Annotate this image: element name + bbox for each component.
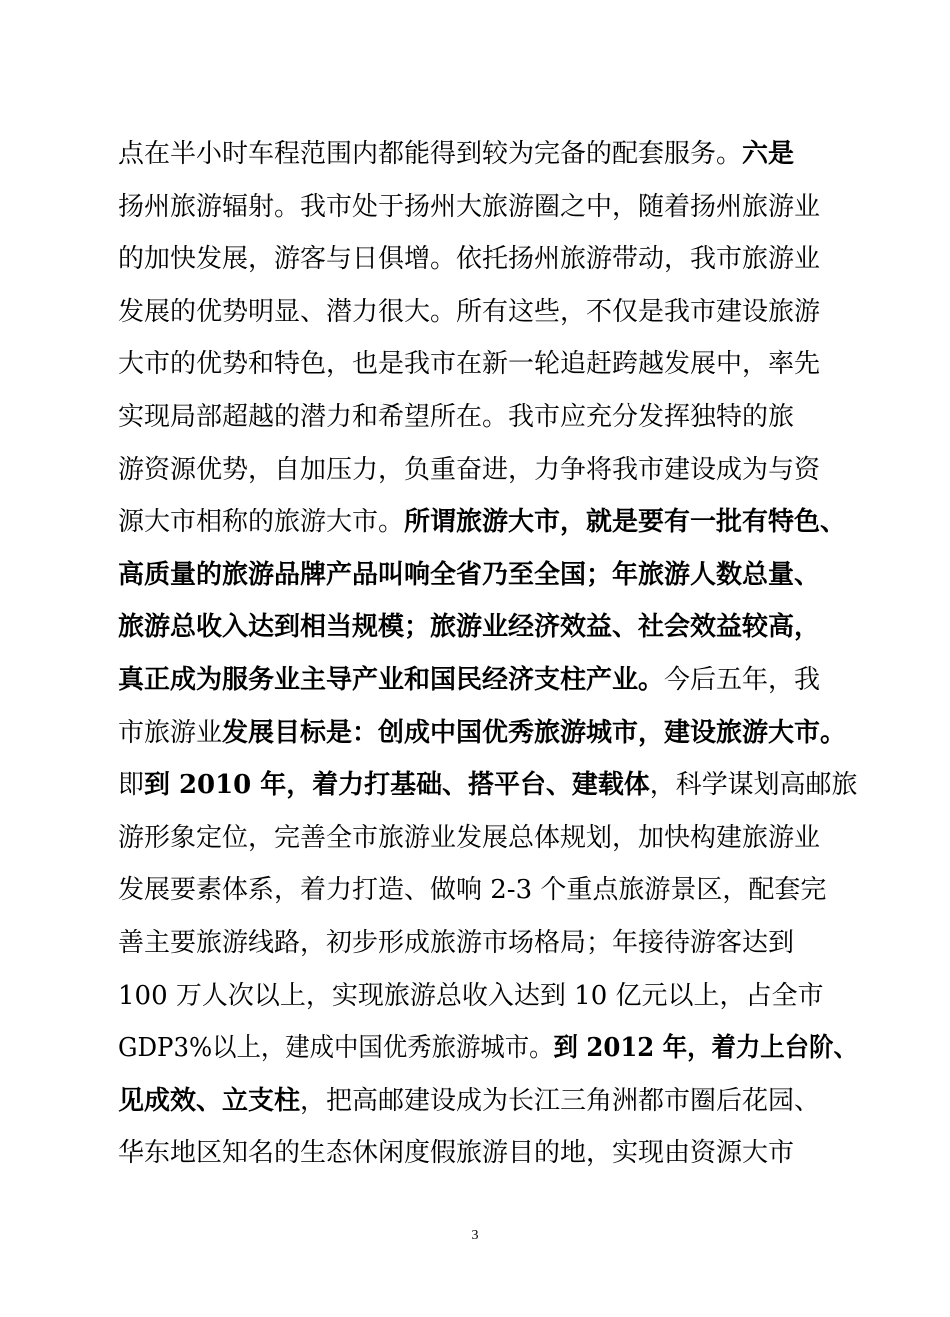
text-line [118, 654, 858, 706]
text-line [118, 286, 858, 338]
bold-text-segment: 真正成为服务业主导产业和国民经济支柱产业。 [118, 665, 665, 695]
text-segment: 大市的优势和特色，也是我市在新一轮追赶跨越发展中，率先 [118, 349, 821, 380]
bold-text-segment: 发展目标是：创成中国优秀旅游城市，建设旅游大市。 [222, 717, 847, 748]
text-line [118, 233, 858, 285]
text-segment: 发展的优势明显、潜力很大。所有这些，不仅是我市建设旅游 [118, 296, 821, 327]
text-line [118, 601, 858, 653]
text-segment: 点在半小时车程范围内都能得到较为完备的配套服务。 [118, 139, 743, 169]
text-line [118, 1022, 858, 1074]
text-line [118, 1127, 858, 1179]
text-segment: 扬州旅游辐射。我市处于扬州大旅游圈之中，随着扬州旅游业 [118, 191, 821, 222]
text-segment: 游资源优势，自加压力，负重奋进，力争将我市建设成为与资 [118, 454, 821, 485]
bold-text-segment: 到 2012 年，着力上台阶、 [553, 1033, 858, 1064]
text-line [118, 759, 857, 811]
text-line [118, 128, 858, 180]
text-line [118, 864, 858, 916]
text-line [118, 391, 858, 443]
bold-text-segment: 到 2010 年，着力打基础、搭平台、建载体 [143, 770, 650, 801]
text-segment: ，把高邮建设成为长江三角洲都市圈后花园、 [300, 1085, 821, 1116]
text-segment: 发展要素体系，着力打造、做响 2-3 个重点旅游景区，配套完 [118, 875, 827, 906]
text-line [118, 812, 858, 864]
text-segment: 善主要旅游线路，初步形成旅游市场格局；年接待游客达到 [118, 928, 795, 958]
bold-text-segment: 六是 [742, 139, 795, 169]
text-segment: 市旅游业 [118, 717, 223, 748]
text-segment: ，科学谋划高邮旅 [649, 770, 858, 801]
text-segment: 源大市相称的旅游大市。 [118, 507, 405, 538]
text-segment: 实现局部超越的潜力和希望所在。我市应充分发挥独特的旅 [118, 402, 795, 432]
text-segment: 的加快发展，游客与日俱增。依托扬州旅游带动，我市旅游业 [118, 244, 821, 275]
text-line [118, 707, 858, 759]
text-line [118, 917, 858, 969]
text-line [118, 496, 858, 548]
text-segment: 今后五年，我 [664, 665, 821, 695]
bold-text-segment: 高质量的旅游品牌产品叫响全省乃至全国；年旅游人数总量、 [118, 559, 821, 590]
bold-text-segment: 见成效、立支柱 [118, 1085, 301, 1116]
bold-text-segment: 所谓旅游大市，就是要有一批有特色、 [404, 507, 847, 538]
text-line [118, 444, 858, 496]
text-segment: GDP3%以上，建成中国优秀旅游城市。 [118, 1033, 554, 1064]
page-number: 3 [471, 1228, 479, 1243]
text-line [118, 181, 858, 233]
text-segment: 华东地区知名的生态休闲度假旅游目的地，实现由资源大市 [118, 1138, 795, 1169]
text-segment: 游形象定位，完善全市旅游业发展总体规划，加快构建旅游业 [118, 822, 821, 853]
text-line [118, 338, 858, 390]
text-line [118, 970, 858, 1022]
text-segment: 100 万人次以上，实现旅游总收入达到 10 亿元以上，占全市 [118, 980, 824, 1011]
text-line [118, 1075, 858, 1127]
text-segment: 即 [118, 770, 144, 801]
text-line [118, 549, 858, 601]
bold-text-segment: 旅游总收入达到相当规模；旅游业经济效益、社会效益较高， [118, 612, 821, 643]
